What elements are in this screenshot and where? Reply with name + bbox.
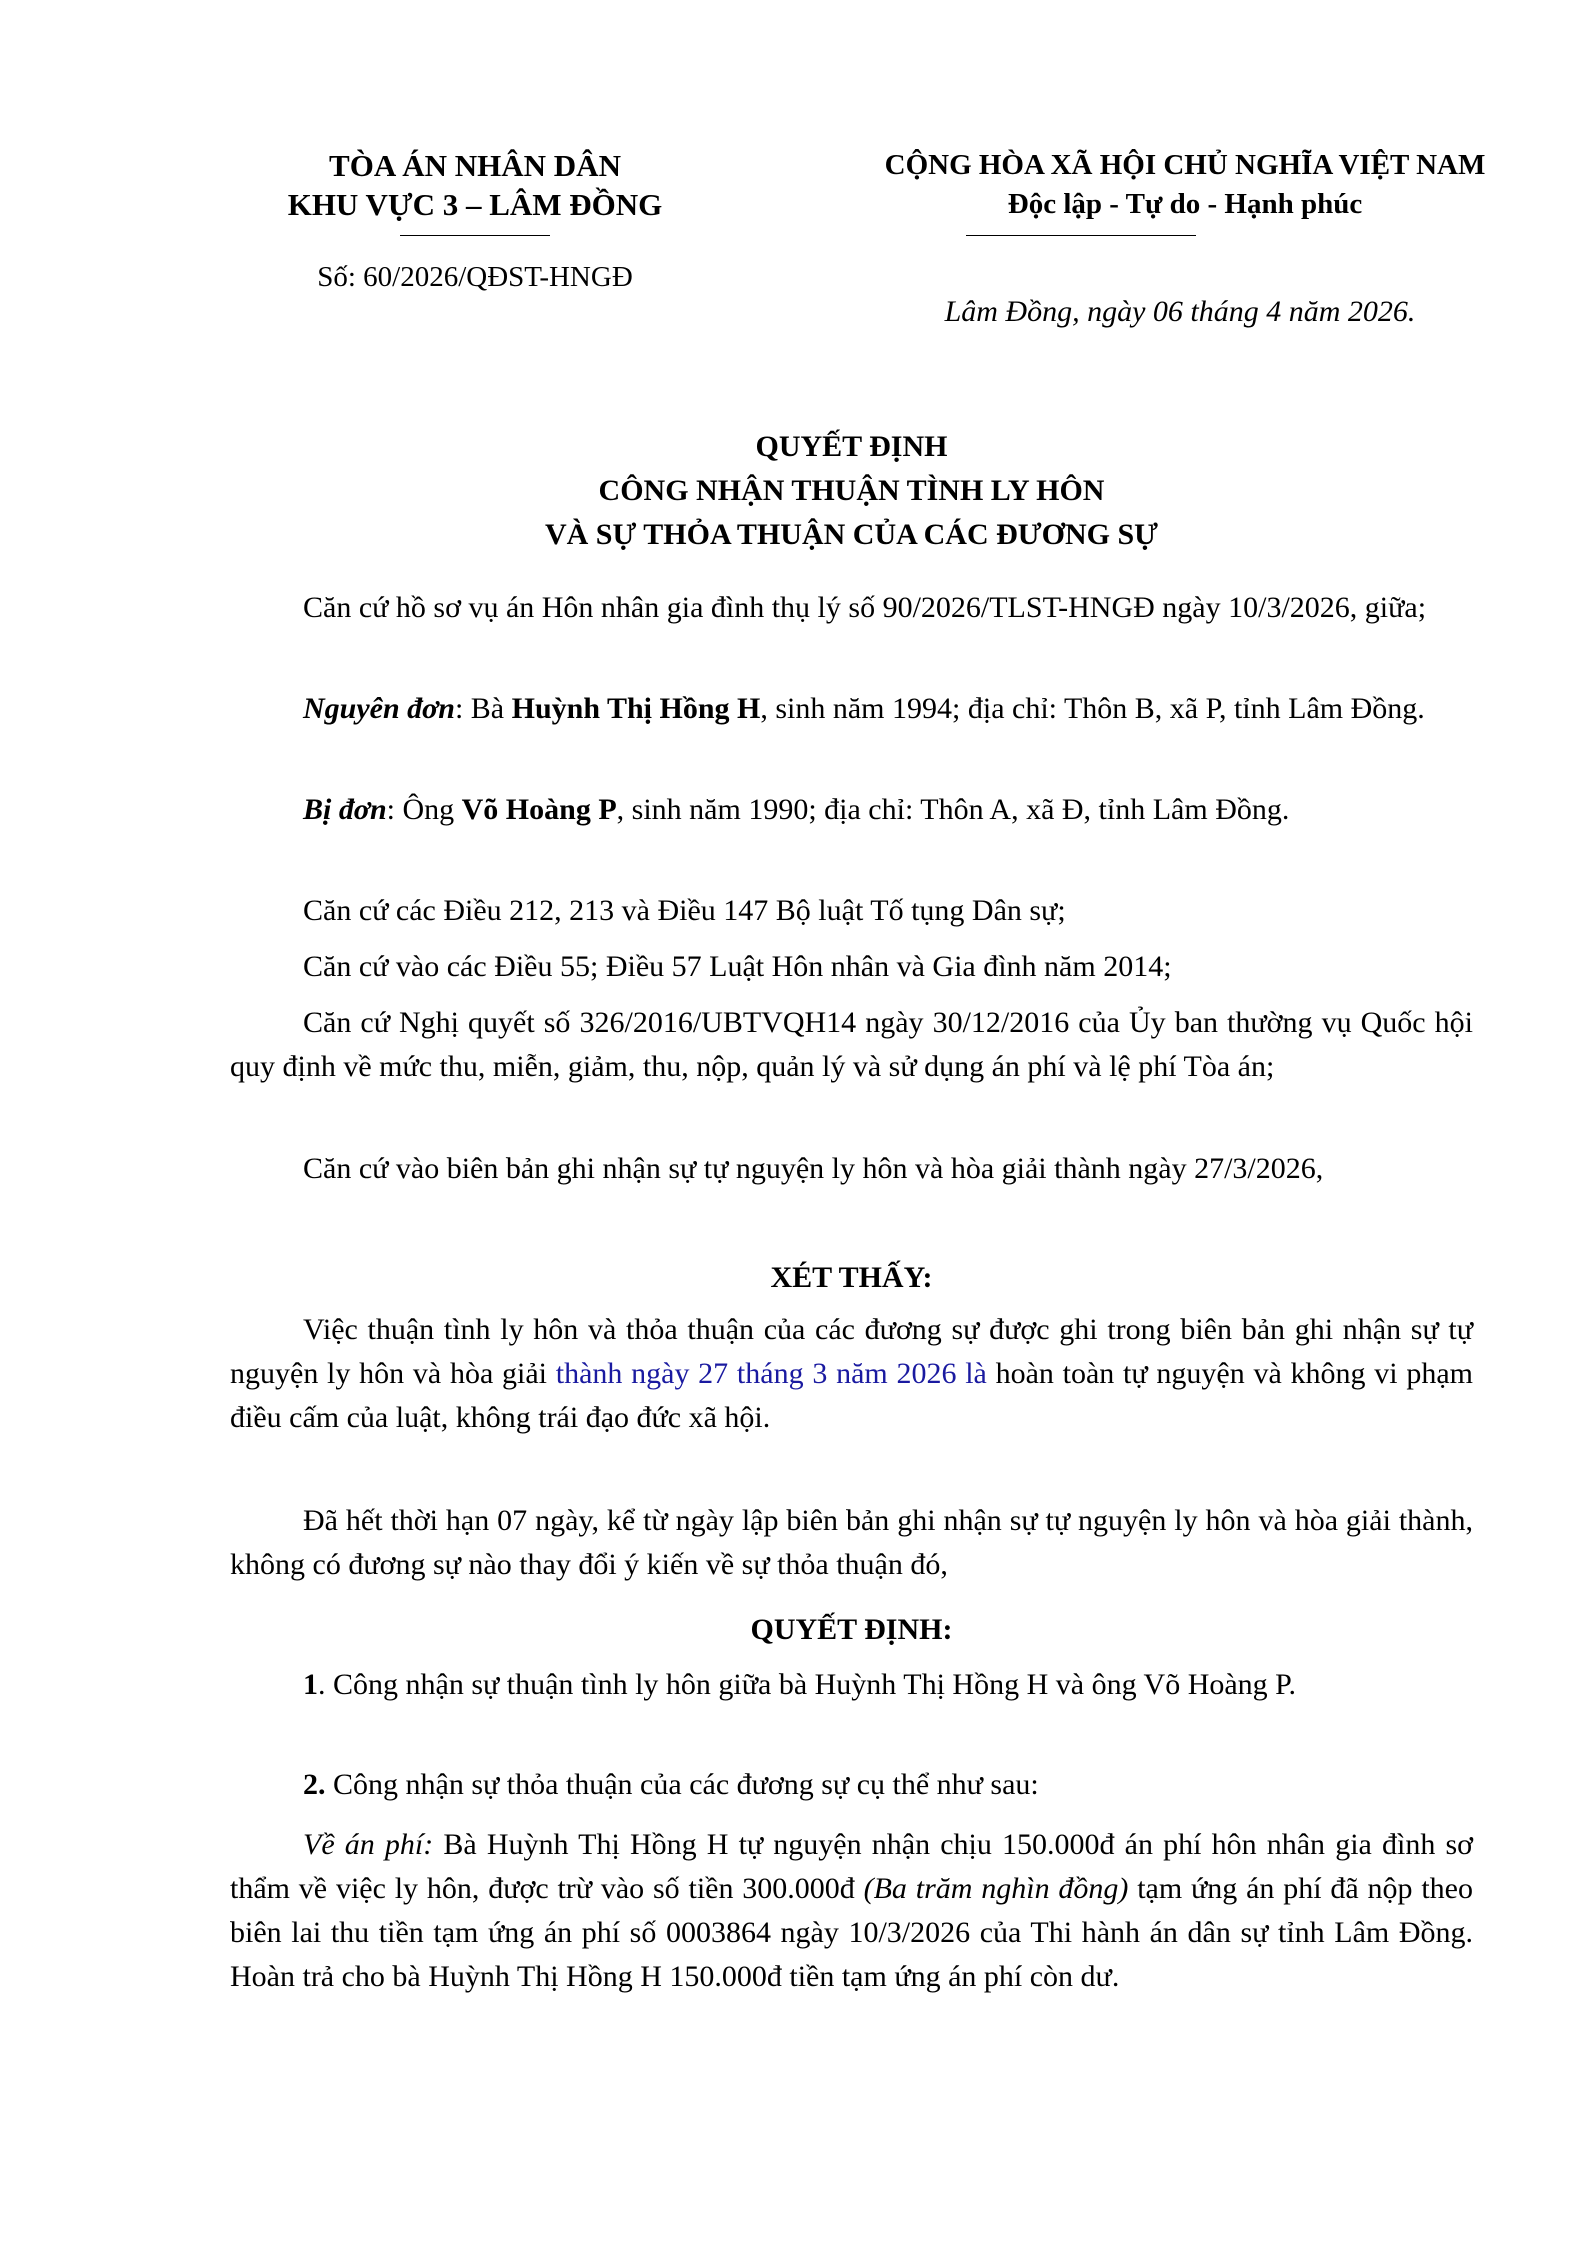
- consideration-text-a: Việc thuận tình ly hôn và thỏa thuận của các đương sự được ghi trong biên bản ghi nhận sự tự nguyện ly hôn và hòa giải: [230, 1313, 1473, 1390]
- decision-item-2-text: Công nhận sự thỏa thuận của các đương sự cụ thể như sau:: [325, 1768, 1039, 1801]
- court-fee-text-b: tạm ứng án phí đã nộp theo biên lai thu tiền tạm ứng án phí số 0003864 ngày 10/3/2026 của Thi hành án dân sự tỉnh Lâm Đồng. Hoàn trả cho bà Huỳnh Thị Hồng H 150.000đ tiền tạm ứng án phí còn dư.: [230, 1872, 1473, 1993]
- document-title: [230, 425, 1473, 557]
- title-line-1: QUYẾT ĐỊNH: [755, 430, 948, 463]
- decision-item-2-number: 2.: [303, 1768, 326, 1801]
- court-fee-label: Về án phí:: [303, 1828, 434, 1861]
- place-and-date: Lâm Đồng, ngày 06 tháng 4 năm 2026.: [944, 295, 1416, 328]
- decision-item-2: [230, 1763, 1473, 1807]
- paragraph-deadline: Đã hết thời hạn 07 ngày, kể từ ngày lập biên bản ghi nhận sự tự nguyện ly hôn và hòa giải thành, không có đương sự nào thay đổi ý kiến về sự thỏa thuận đó,: [230, 1504, 1473, 1581]
- decision-item-1-text: . Công nhận sự thuận tình ly hôn giữa bà Huỳnh Thị Hồng H và ông Võ Hoàng P.: [318, 1668, 1297, 1701]
- title-line-2: CÔNG NHẬN THUẬN TÌNH LY HÔN: [598, 474, 1105, 507]
- paragraph-legal-basis-marriage-law: Căn cứ vào các Điều 55; Điều 57 Luật Hôn nhân và Gia đình năm 2014;: [303, 950, 1172, 983]
- court-name-line2: KHU VỰC 3 – LÂM ĐỒNG: [287, 187, 663, 222]
- paragraph-case-file: Căn cứ hồ sơ vụ án Hôn nhân gia đình thụ lý số 90/2026/TLST-HNGĐ ngày 10/3/2026, giữa;: [303, 591, 1427, 624]
- paragraph-plaintiff: [230, 687, 1473, 731]
- plaintiff-label: Nguyên đơn: [303, 692, 455, 725]
- plaintiff-name: Huỳnh Thị Hồng H: [511, 692, 761, 725]
- paragraph-defendant: [230, 788, 1473, 832]
- heading-considering: XÉT THẤY:: [770, 1261, 933, 1294]
- paragraph-consideration: [230, 1308, 1473, 1440]
- title-line-3: VÀ SỰ THỎA THUẬN CỦA CÁC ĐƯƠNG SỰ: [544, 518, 1159, 551]
- court-fee-text-a: Bà Huỳnh Thị Hồng H tự nguyện nhận chịu 150.000đ án phí hôn nhân gia đình sơ thẩm về việc ly hôn, được trừ vào số tiền 300.000đ: [230, 1828, 1474, 1905]
- court-name-line1: TÒA ÁN NHÂN DÂN: [329, 148, 621, 183]
- paragraph-legal-basis-civil-procedure: Căn cứ các Điều 212, 213 và Điều 147 Bộ luật Tố tụng Dân sự;: [303, 894, 1066, 927]
- plaintiff-text-a: : Bà: [454, 692, 512, 725]
- decision-item-1: [230, 1663, 1473, 1707]
- defendant-text-a: : Ông: [386, 793, 462, 826]
- plaintiff-text-b: , sinh năm 1994; địa chỉ: Thôn B, xã P, tỉnh Lâm Đồng.: [760, 692, 1425, 725]
- court-name-underline: [400, 235, 550, 236]
- national-motto: Độc lập - Tự do - Hạnh phúc: [1007, 188, 1363, 220]
- defendant-name: Võ Hoàng P: [461, 793, 617, 826]
- court-fee-amount-words: (Ba trăm nghìn đồng): [863, 1872, 1129, 1905]
- defendant-label: Bị đơn: [303, 793, 387, 826]
- decision-item-1-number: 1: [303, 1668, 318, 1701]
- heading-decision: QUYẾT ĐỊNH:: [750, 1613, 953, 1646]
- consideration-highlight: thành ngày 27 tháng 3 năm 2026 là: [555, 1357, 987, 1390]
- document-number: Số: 60/2026/QĐST-HNGĐ: [317, 261, 633, 293]
- paragraph-legal-basis-minutes: Căn cứ vào biên bản ghi nhận sự tự nguyện ly hôn và hòa giải thành ngày 27/3/2026,: [303, 1152, 1324, 1185]
- national-motto-underline: [966, 235, 1196, 236]
- consideration-text-b: hoàn toàn tự nguyện và không vi phạm điều cấm của luật, không trái đạo đức xã hội.: [230, 1357, 1473, 1434]
- defendant-text-b: , sinh năm 1990; địa chỉ: Thôn A, xã Đ, tỉnh Lâm Đồng.: [616, 793, 1290, 826]
- paragraph-court-fee: [230, 1823, 1473, 1999]
- paragraph-legal-basis-resolution: Căn cứ Nghị quyết số 326/2016/UBTVQH14 ngày 30/12/2016 của Ủy ban thường vụ Quốc hội quy định về mức thu, miễn, giảm, thu, nộp, quản lý và sử dụng án phí và lệ phí Tòa án;: [230, 1006, 1473, 1083]
- national-title: CỘNG HÒA XÃ HỘI CHỦ NGHĨA VIỆT NAM: [884, 149, 1486, 181]
